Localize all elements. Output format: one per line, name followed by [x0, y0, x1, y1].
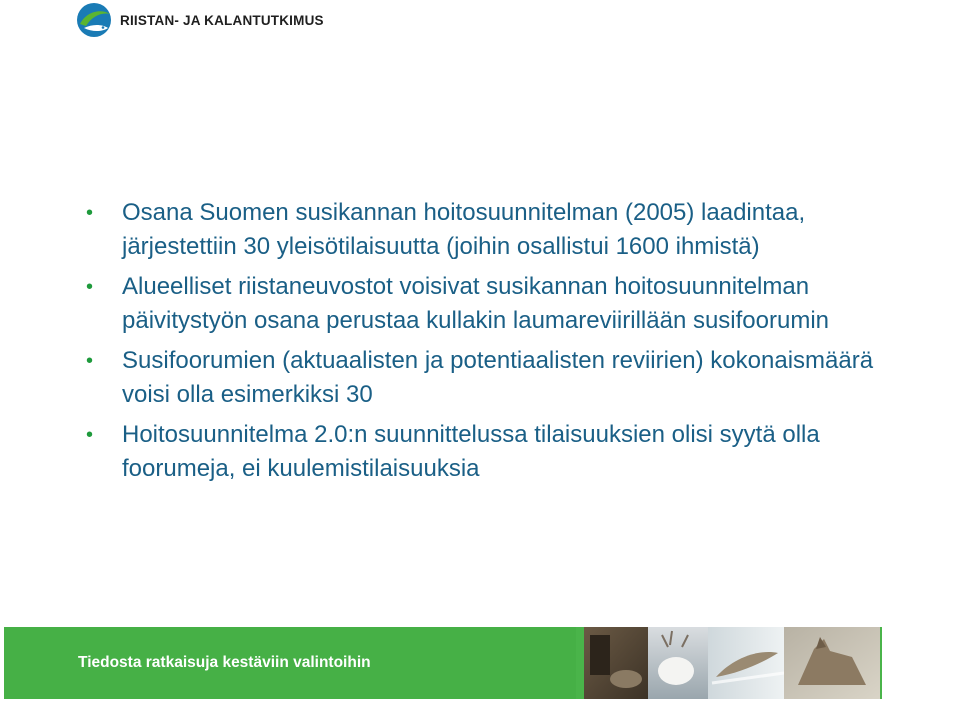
slide-content — [86, 196, 876, 492]
fish-and-game-logo-icon — [76, 2, 114, 38]
photo-collage — [584, 627, 880, 699]
bullet-item: • Osana Suomen susikannan hoitosuunnitelman (2005) laadintaa, järjestettiin 30 yleisötilaisuutta (joihin osallistui 1600 ihmistä) — [86, 196, 876, 264]
organization-logo — [76, 2, 324, 38]
bullet-list — [86, 196, 876, 486]
footer-tagline: Tiedosta ratkaisuja kestäviin valintoihin — [78, 654, 371, 671]
bullet-item: • Hoitosuunnitelma 2.0:n suunnittelussa tilaisuuksien olisi syytä olla foorumeja, ei kuulemistilaisuuksia — [86, 418, 876, 486]
bullet-item: • Alueelliset riistaneuvostot voisivat susikannan hoitosuunnitelman päivitystyön osana perustaa kullakin laumareviirillään susifoorumin — [86, 270, 876, 338]
footer-right-edge — [882, 627, 960, 699]
photo-hunter-with-dog — [584, 627, 648, 699]
logo-text: RIISTAN- JA KALANTUTKIMUS — [120, 12, 324, 28]
photo-reindeer — [648, 627, 708, 699]
photo-wolf — [784, 627, 880, 699]
bullet-item: • Susifoorumien (aktuaalisten ja potentiaalisten reviirien) kokonaismäärä voisi olla esimerkiksi 30 — [86, 344, 876, 412]
footer-tagline-area — [4, 627, 576, 699]
footer-band — [4, 627, 960, 699]
photo-salmon — [708, 627, 784, 699]
footer-photo-strip — [584, 627, 880, 699]
